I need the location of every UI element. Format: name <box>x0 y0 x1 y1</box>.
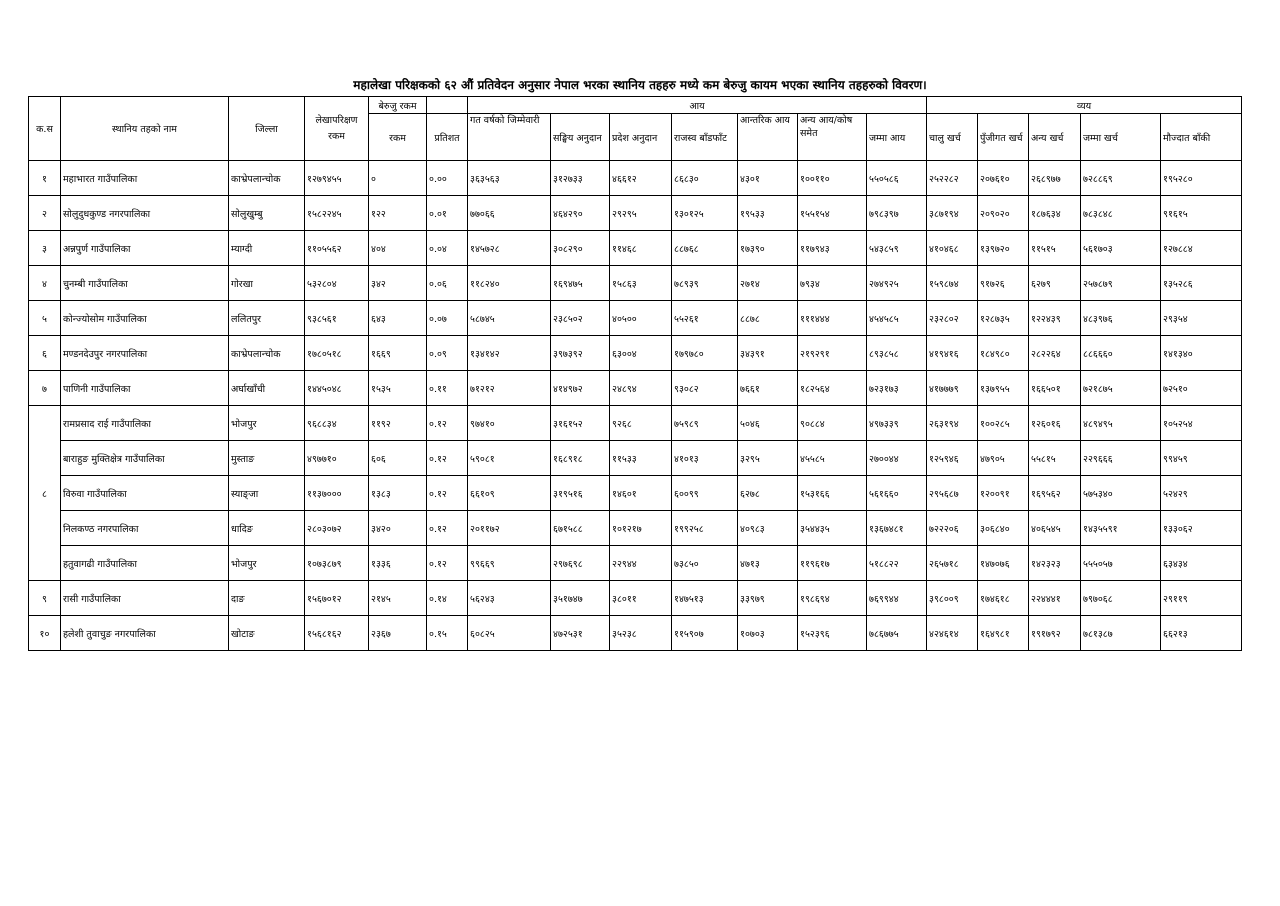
cell-total-exp: ४८९४९५ <box>1081 406 1161 441</box>
table-row <box>29 476 1242 511</box>
cell-revshare: ८६८३० <box>672 161 738 196</box>
cell-name: अन्नपुर्ण गाउँपालिका <box>61 231 229 266</box>
serial-number: १० <box>29 616 61 651</box>
cell-other: ११७९४३ <box>798 231 867 266</box>
cell-total-exp: २५७८७९ <box>1081 266 1161 301</box>
cell-other-exp: २६८९७७ <box>1029 161 1081 196</box>
header-other-exp: अन्य खर्च <box>1029 114 1081 161</box>
serial-number: ८ <box>29 406 61 581</box>
cell-audit: १४४५०४८ <box>305 371 369 406</box>
cell-total-exp: ७२१८७५ <box>1081 371 1161 406</box>
cell-current: २५२२८२ <box>927 161 978 196</box>
cell-other: १५५१५४ <box>798 196 867 231</box>
cell-capital: १२००९१ <box>978 476 1029 511</box>
header-income-group: आय <box>468 97 927 114</box>
cell-district: काभ्रेपलान्चोक <box>229 161 305 196</box>
cell-beruju: २१४५ <box>369 581 427 616</box>
cell-capital: १६४९८१ <box>978 616 1029 651</box>
header-beruju-group: बेरुजु रकम <box>369 97 427 114</box>
cell-other: १९८६९४ <box>798 581 867 616</box>
cell-federal: १६९४७५ <box>551 266 610 301</box>
serial-number: १ <box>29 161 61 196</box>
cell-capital: २०७६१० <box>978 161 1029 196</box>
cell-other-exp: १४२३२३ <box>1029 546 1081 581</box>
cell-provincial: १०१२१७ <box>610 511 672 546</box>
cell-current: २६५७१८ <box>927 546 978 581</box>
cell-beruju: ३४२० <box>369 511 427 546</box>
cell-district: म्याग्दी <box>229 231 305 266</box>
cell-provincial: ४०५०० <box>610 301 672 336</box>
cell-capital: १४७०७६ <box>978 546 1029 581</box>
cell-name: बाराहुङ मुक्तिक्षेत्र गाउँपालिका <box>61 441 229 476</box>
cell-revshare: १७९७८० <box>672 336 738 371</box>
cell-audit: १२७९४५५ <box>305 161 369 196</box>
cell-current: २९५६८७ <box>927 476 978 511</box>
cell-balance: ७२५१० <box>1161 371 1242 406</box>
cell-percent: ०.१४ <box>427 581 468 616</box>
cell-audit: १५६७०१२ <box>305 581 369 616</box>
header-total-exp: जम्मा खर्च <box>1081 114 1161 161</box>
cell-current: ४२४६१४ <box>927 616 978 651</box>
serial-number: ५ <box>29 301 61 336</box>
cell-district: मुस्ताङ <box>229 441 305 476</box>
cell-revshare: ७३८५० <box>672 546 738 581</box>
cell-total-exp: ७९७०६८ <box>1081 581 1161 616</box>
cell-other-exp: १२६०१६ <box>1029 406 1081 441</box>
cell-total-exp: ४८३९७६ <box>1081 301 1161 336</box>
cell-revshare: ७५९८९ <box>672 406 738 441</box>
serial-number: २ <box>29 196 61 231</box>
cell-internal: ३४३९१ <box>738 336 798 371</box>
cell-other: १८२५६४ <box>798 371 867 406</box>
cell-balance: ९१६१५ <box>1161 196 1242 231</box>
cell-internal: ८८७८ <box>738 301 798 336</box>
cell-total-income: १३६७४८१ <box>867 511 927 546</box>
cell-beruju: ३४२ <box>369 266 427 301</box>
cell-balance: ९९४५९ <box>1161 441 1242 476</box>
cell-internal: ६२७८ <box>738 476 798 511</box>
cell-audit: १०७३८७९ <box>305 546 369 581</box>
header-beruju-amount: रकम <box>369 114 427 161</box>
cell-other-exp: १२२४३९ <box>1029 301 1081 336</box>
cell-total-income: ७८६७७५ <box>867 616 927 651</box>
cell-current: ३८७१९४ <box>927 196 978 231</box>
cell-total-income: २७४९२५ <box>867 266 927 301</box>
cell-federal: ४६४२९० <box>551 196 610 231</box>
cell-federal: ४७२५३१ <box>551 616 610 651</box>
header-other-income: अन्य आय/कोष समेत <box>798 114 867 161</box>
cell-percent: ०.१२ <box>427 511 468 546</box>
cell-beruju: ११९२ <box>369 406 427 441</box>
cell-current: ४१०४६८ <box>927 231 978 266</box>
cell-provincial: ९२६८ <box>610 406 672 441</box>
cell-capital: ४७९०५ <box>978 441 1029 476</box>
cell-balance: १९५२८० <box>1161 161 1242 196</box>
cell-percent: ०.१५ <box>427 616 468 651</box>
cell-internal: ४०९८३ <box>738 511 798 546</box>
cell-other: १११४४४ <box>798 301 867 336</box>
cell-internal: १९५३३ <box>738 196 798 231</box>
cell-audit: ९६८८३४ <box>305 406 369 441</box>
table-row <box>29 231 1242 266</box>
cell-total-income: ८९३८५८ <box>867 336 927 371</box>
cell-district: गोरखा <box>229 266 305 301</box>
cell-federal: ३१२७३३ <box>551 161 610 196</box>
cell-revshare: ९३०८२ <box>672 371 738 406</box>
cell-revshare: १३०१२५ <box>672 196 738 231</box>
cell-district: भोजपुर <box>229 406 305 441</box>
cell-other: ११९६१७ <box>798 546 867 581</box>
cell-percent: ०.०६ <box>427 266 468 301</box>
cell-current: ३९८००९ <box>927 581 978 616</box>
cell-district: धादिङ <box>229 511 305 546</box>
cell-total-exp: ५५५०५७ <box>1081 546 1161 581</box>
cell-percent: ०.०० <box>427 161 468 196</box>
cell-balance: ६६२१३ <box>1161 616 1242 651</box>
cell-district: सोलुखुम्बु <box>229 196 305 231</box>
table-body <box>29 161 1242 651</box>
cell-district: खोटाङ <box>229 616 305 651</box>
cell-provincial: ६३००४ <box>610 336 672 371</box>
table-row <box>29 161 1242 196</box>
serial-number: ६ <box>29 336 61 371</box>
cell-federal: ३१९५१६ <box>551 476 610 511</box>
cell-total-income: ५५०५८६ <box>867 161 927 196</box>
cell-total-income: ७६९९४४ <box>867 581 927 616</box>
cell-current: २३२८०२ <box>927 301 978 336</box>
cell-other-exp: ६२७९ <box>1029 266 1081 301</box>
cell-provincial: ३५२३८ <box>610 616 672 651</box>
cell-federal: १६८९१८ <box>551 441 610 476</box>
cell-revshare: ५५२६१ <box>672 301 738 336</box>
cell-current: २६३१९४ <box>927 406 978 441</box>
cell-other: १००११० <box>798 161 867 196</box>
cell-provincial: १४६०१ <box>610 476 672 511</box>
cell-audit: ११०५५६२ <box>305 231 369 266</box>
serial-number: ७ <box>29 371 61 406</box>
cell-other: १५२३९६ <box>798 616 867 651</box>
cell-prev: ९७४१० <box>468 406 551 441</box>
cell-percent: ०.०७ <box>427 301 468 336</box>
cell-internal: ४३०१ <box>738 161 798 196</box>
cell-capital: १२८७३५ <box>978 301 1029 336</box>
cell-revshare: ४१०१३ <box>672 441 738 476</box>
header-name: स्थानिय तहको नाम <box>61 97 229 161</box>
cell-other: १५३१६६ <box>798 476 867 511</box>
cell-total-income: ४५४५८५ <box>867 301 927 336</box>
cell-percent: ०.०१ <box>427 196 468 231</box>
cell-beruju: १५३५ <box>369 371 427 406</box>
table-row <box>29 581 1242 616</box>
table-row <box>29 371 1242 406</box>
cell-internal: १०७०३ <box>738 616 798 651</box>
cell-balance: २९३५४ <box>1161 301 1242 336</box>
cell-capital: २०९०२० <box>978 196 1029 231</box>
cell-other-exp: १८७६३४ <box>1029 196 1081 231</box>
cell-audit: ९३८५६१ <box>305 301 369 336</box>
cell-current: ४१९४१६ <box>927 336 978 371</box>
cell-balance: १२७८८४ <box>1161 231 1242 266</box>
cell-district: अर्घाखाँची <box>229 371 305 406</box>
cell-beruju: २३६७ <box>369 616 427 651</box>
cell-provincial: २२९४४ <box>610 546 672 581</box>
cell-current: ७२२२०६ <box>927 511 978 546</box>
serial-number: ३ <box>29 231 61 266</box>
cell-beruju: १२२ <box>369 196 427 231</box>
cell-capital: १३७९५५ <box>978 371 1029 406</box>
cell-federal: ३५१७४७ <box>551 581 610 616</box>
cell-federal: २९७६९८ <box>551 546 610 581</box>
cell-name: पाणिनी गाउँपालिका <box>61 371 229 406</box>
header-current-exp: चालु खर्च <box>927 114 978 161</box>
cell-provincial: ४६६१२ <box>610 161 672 196</box>
beruju-table <box>28 96 1242 651</box>
cell-revshare: १९९२५८ <box>672 511 738 546</box>
cell-total-exp: ५६१७०३ <box>1081 231 1161 266</box>
cell-prev: ११८२४० <box>468 266 551 301</box>
cell-name: मण्डनदेउपुर नगरपालिका <box>61 336 229 371</box>
serial-number: ४ <box>29 266 61 301</box>
cell-prev: ६०८२५ <box>468 616 551 651</box>
cell-percent: ०.१२ <box>427 476 468 511</box>
cell-internal: ५०४६ <box>738 406 798 441</box>
header-balance: मौज्दात बाँकी <box>1161 114 1242 161</box>
cell-prev: ७७०६६ <box>468 196 551 231</box>
cell-balance: १३५२८६ <box>1161 266 1242 301</box>
cell-name: सोलुदुधकुण्ड नगरपालिका <box>61 196 229 231</box>
cell-beruju: ० <box>369 161 427 196</box>
cell-prev: ५८७४५ <box>468 301 551 336</box>
table-row <box>29 511 1242 546</box>
cell-beruju: १३३६ <box>369 546 427 581</box>
table-row <box>29 196 1242 231</box>
cell-name: रामप्रसाद राई गाउँपालिका <box>61 406 229 441</box>
cell-other: ४५५८५ <box>798 441 867 476</box>
document-title: महालेखा परिक्षकको ६२ औं प्रतिवेदन अनुसार नेपाल भरका स्थानिय तहहरु मध्ये कम बेरुजु कायम भएका स्थानिय तहहरुको विवरण। <box>353 78 927 92</box>
cell-revshare: १४७५१३ <box>672 581 738 616</box>
cell-audit: ११३७००० <box>305 476 369 511</box>
header-federal-grant: सङ्घिय अनुदान <box>551 114 610 161</box>
cell-total-exp: १४३५५९१ <box>1081 511 1161 546</box>
header-audit-amount: लेखापरिक्षण रकम <box>305 97 369 161</box>
cell-federal: ३९७३९२ <box>551 336 610 371</box>
cell-prev: १३४१४२ <box>468 336 551 371</box>
cell-total-exp: ८८६६६० <box>1081 336 1161 371</box>
cell-total-income: ७९८३९७ <box>867 196 927 231</box>
cell-current: १२५९४६ <box>927 441 978 476</box>
table-row <box>29 301 1242 336</box>
cell-federal: ६७१५८८ <box>551 511 610 546</box>
cell-district: काभ्रेपलान्चोक <box>229 336 305 371</box>
cell-prev: ७१२१२ <box>468 371 551 406</box>
table-row <box>29 616 1242 651</box>
table-row <box>29 441 1242 476</box>
cell-prev: ५६२४३ <box>468 581 551 616</box>
cell-other: ३५४४३५ <box>798 511 867 546</box>
cell-audit: ५३२८०४ <box>305 266 369 301</box>
header-internal-income: आन्तरिक आय <box>738 114 798 161</box>
header-provincial-grant: प्रदेश अनुदान <box>610 114 672 161</box>
cell-percent: ०.१२ <box>427 546 468 581</box>
cell-balance: २९११९ <box>1161 581 1242 616</box>
header-prev-year: गत वर्षको जिम्मेवारी <box>468 114 551 161</box>
cell-current: १५९८७४ <box>927 266 978 301</box>
cell-revshare: ८८७६८ <box>672 231 738 266</box>
header-expense-group: व्यय <box>927 97 1242 114</box>
cell-other-exp: २८२२६४ <box>1029 336 1081 371</box>
cell-percent: ०.१२ <box>427 441 468 476</box>
cell-name: निलकण्ठ नगरपालिका <box>61 511 229 546</box>
cell-federal: ४१४९७२ <box>551 371 610 406</box>
cell-other: २१९२९१ <box>798 336 867 371</box>
cell-audit: १५६८१६२ <box>305 616 369 651</box>
cell-total-exp: ५७५३४० <box>1081 476 1161 511</box>
cell-federal: ३१६१५२ <box>551 406 610 441</box>
cell-revshare: ७८९३९ <box>672 266 738 301</box>
cell-balance: १४१३४० <box>1161 336 1242 371</box>
cell-capital: ९१७२६ <box>978 266 1029 301</box>
cell-provincial: १५८६३ <box>610 266 672 301</box>
cell-name: विरुवा गाउँपालिका <box>61 476 229 511</box>
cell-capital: १३९७२० <box>978 231 1029 266</box>
cell-total-income: २७००४४ <box>867 441 927 476</box>
cell-revshare: ६००९९ <box>672 476 738 511</box>
cell-percent: ०.०९ <box>427 336 468 371</box>
cell-total-income: ४९७३३९ <box>867 406 927 441</box>
cell-beruju: ६४३ <box>369 301 427 336</box>
table-row <box>29 406 1242 441</box>
cell-total-income: ५४३८५९ <box>867 231 927 266</box>
cell-total-exp: ७८१३८७ <box>1081 616 1161 651</box>
cell-name: चुनम्बी गाउँपालिका <box>61 266 229 301</box>
cell-percent: ०.१२ <box>427 406 468 441</box>
header-district: जिल्ला <box>229 97 305 161</box>
cell-name: हलेशी तुवाचुङ नगरपालिका <box>61 616 229 651</box>
cell-audit: १५८२२४५ <box>305 196 369 231</box>
cell-prev: १४५७२८ <box>468 231 551 266</box>
cell-total-income: ५६१६६० <box>867 476 927 511</box>
cell-capital: १७४६१८ <box>978 581 1029 616</box>
cell-capital: १००२८५ <box>978 406 1029 441</box>
cell-provincial: २९२९५ <box>610 196 672 231</box>
cell-audit: ४९७७१० <box>305 441 369 476</box>
table-row <box>29 336 1242 371</box>
cell-provincial: ११४६८ <box>610 231 672 266</box>
cell-capital: ३०६८४० <box>978 511 1029 546</box>
cell-internal: ३३९७९ <box>738 581 798 616</box>
cell-beruju: ६०६ <box>369 441 427 476</box>
header-capital-exp: पुँजीगत खर्च <box>978 114 1029 161</box>
table-row <box>29 546 1242 581</box>
header-sn: क.स <box>29 97 61 161</box>
cell-prev: ९९६६९ <box>468 546 551 581</box>
cell-internal: ७६६१ <box>738 371 798 406</box>
cell-other: ७९३४ <box>798 266 867 301</box>
cell-other-exp: १६६५०१ <box>1029 371 1081 406</box>
cell-balance: ६३४३४ <box>1161 546 1242 581</box>
cell-internal: ३२९५ <box>738 441 798 476</box>
cell-provincial: ११५३३ <box>610 441 672 476</box>
cell-percent: ०.०४ <box>427 231 468 266</box>
cell-provincial: ३८०११ <box>610 581 672 616</box>
cell-other-exp: ११५१५ <box>1029 231 1081 266</box>
cell-internal: २७१४ <box>738 266 798 301</box>
cell-audit: १७८०५१८ <box>305 336 369 371</box>
cell-prev: ६६१०९ <box>468 476 551 511</box>
cell-revshare: ११५९०७ <box>672 616 738 651</box>
cell-other-exp: २२४४४१ <box>1029 581 1081 616</box>
cell-total-income: ७२३१७३ <box>867 371 927 406</box>
cell-beruju: १३८३ <box>369 476 427 511</box>
cell-name: कोन्ज्योसोम गाउँपालिका <box>61 301 229 336</box>
cell-other-exp: ५५८१५ <box>1029 441 1081 476</box>
cell-federal: २३८५०२ <box>551 301 610 336</box>
cell-percent: ०.११ <box>427 371 468 406</box>
header-total-income: जम्मा आय <box>867 114 927 161</box>
cell-current: ४१७७७९ <box>927 371 978 406</box>
cell-capital: १८४९८० <box>978 336 1029 371</box>
cell-other-exp: १६९५६२ <box>1029 476 1081 511</box>
cell-provincial: २४८९४ <box>610 371 672 406</box>
serial-number: ९ <box>29 581 61 616</box>
cell-name: महाभारत गाउँपालिका <box>61 161 229 196</box>
cell-internal: ४७१३ <box>738 546 798 581</box>
cell-beruju: १६६९ <box>369 336 427 371</box>
header-percent: प्रतिशत <box>427 114 468 161</box>
cell-district: भोजपुर <box>229 546 305 581</box>
cell-balance: १०५२५४ <box>1161 406 1242 441</box>
cell-prev: ५९०८१ <box>468 441 551 476</box>
cell-district: स्याङ्जा <box>229 476 305 511</box>
cell-name: हतुवागढी गाउँपालिका <box>61 546 229 581</box>
cell-balance: १३३०६२ <box>1161 511 1242 546</box>
cell-total-exp: २२९६६६ <box>1081 441 1161 476</box>
cell-district: ललितपुर <box>229 301 305 336</box>
header-revenue-share: राजस्व बाँडफाँट <box>672 114 738 161</box>
cell-audit: २८०३०७२ <box>305 511 369 546</box>
cell-other-exp: १९१७९२ <box>1029 616 1081 651</box>
cell-total-income: ५१८८२२ <box>867 546 927 581</box>
cell-other: ९०८८४ <box>798 406 867 441</box>
cell-name: रासी गाउँपालिका <box>61 581 229 616</box>
table-row <box>29 266 1242 301</box>
cell-other-exp: ४०६५४५ <box>1029 511 1081 546</box>
cell-district: दाङ <box>229 581 305 616</box>
cell-federal: ३०८२९० <box>551 231 610 266</box>
cell-prev: २०११७२ <box>468 511 551 546</box>
cell-total-exp: ७८३८४८ <box>1081 196 1161 231</box>
cell-balance: ५२४२९ <box>1161 476 1242 511</box>
cell-prev: ३६३५६३ <box>468 161 551 196</box>
cell-internal: १७३९० <box>738 231 798 266</box>
cell-beruju: ४०४ <box>369 231 427 266</box>
cell-total-exp: ७२८८६९ <box>1081 161 1161 196</box>
